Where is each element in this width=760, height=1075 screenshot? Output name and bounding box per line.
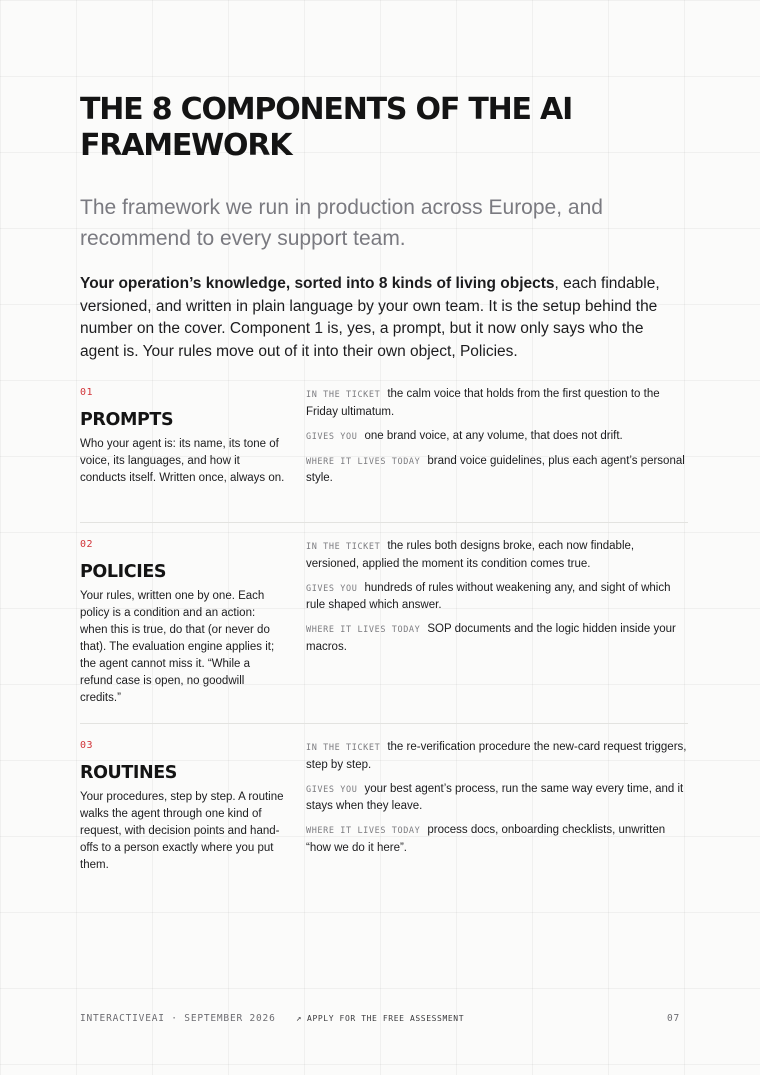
detail-row-lives (306, 621, 688, 655)
detail-tag: IN THE TICKET (306, 743, 381, 753)
component-name: PROMPTS (80, 410, 174, 430)
detail-text: your best agent’s process, run the same way every time, and it stays when they leave. (306, 782, 684, 812)
footer-brand: INTERACTIVEAI · SEPTEMBER 2026 (80, 1013, 276, 1024)
component-description: Your rules, written one by one. Each policy is a condition and an action: when this is true, do that (or never do that). The evaluation engine applies it; the agent cannot miss it. “While a refund case is open, no goodwill credits.” (80, 590, 275, 704)
cta-label: APPLY FOR THE FREE ASSESSMENT (307, 1014, 465, 1023)
arrow-up-right-icon: ↗ (296, 1014, 303, 1024)
detail-row-lives (306, 822, 688, 856)
detail-text: one brand voice, at any volume, that does not drift. (364, 429, 623, 442)
detail-text: process docs, onboarding checklists, unwritten “how we do it here”. (306, 824, 666, 854)
component-name: ROUTINES (80, 763, 178, 783)
detail-text: brand voice guidelines, plus each agent’s personal style. (306, 454, 685, 484)
detail-tag: IN THE TICKET (306, 390, 381, 400)
detail-row-ticket (306, 739, 688, 773)
intro-text: , each findable, versioned, and written in plain language by your own team. It is the setup behind the number on the cover. Component 1 is, yes, a prompt, but it now only says who the agent is. Your rules move out of it into their own object, Policies. (80, 275, 660, 360)
detail-row-ticket (306, 386, 688, 420)
component-number: 02 (80, 539, 94, 550)
page-title: THE 8 COMPONENTS OF THE AI FRAMEWORK (80, 92, 573, 163)
detail-row-gives (306, 428, 688, 446)
component-details (306, 386, 688, 494)
detail-text: SOP documents and the logic hidden inside your macros. (306, 623, 676, 653)
detail-text: the re-verification procedure the new-card request triggers, step by step. (306, 741, 687, 771)
component-name: POLICIES (80, 562, 167, 582)
component-number: 01 (80, 387, 94, 398)
component-number: 03 (80, 740, 94, 751)
detail-row-ticket (306, 538, 688, 572)
component-details (306, 739, 688, 864)
detail-tag: WHERE IT LIVES TODAY (306, 826, 421, 836)
component-summary (80, 386, 285, 487)
apply-assessment-link[interactable] (296, 1012, 464, 1026)
page-number: 07 (666, 1013, 680, 1024)
detail-row-gives (306, 781, 688, 815)
page-subtitle: The framework we run in production across Europe, and recommend to every support team. (80, 196, 603, 250)
detail-text: the calm voice that holds from the first question to the Friday ultimatum. (306, 388, 660, 418)
detail-text: hundreds of rules without weakening any, and sight of which rule shaped which answer. (306, 581, 671, 611)
component-details (306, 538, 688, 663)
detail-tag: GIVES YOU (306, 431, 358, 442)
detail-tag: WHERE IT LIVES TODAY (306, 456, 421, 467)
detail-text: the rules both designs broke, each now findable, versioned, applied the moment its condition comes true. (306, 540, 635, 570)
detail-row-lives (306, 453, 688, 487)
component-summary (80, 739, 285, 874)
component-summary (80, 538, 285, 707)
detail-row-gives (306, 580, 688, 614)
detail-tag: GIVES YOU (306, 583, 358, 594)
section-divider (80, 723, 688, 724)
section-divider (80, 522, 688, 523)
detail-tag: GIVES YOU (306, 784, 358, 795)
component-description: Who your agent is: its name, its tone of voice, its languages, and how it conducts itself. Written once, always on. (80, 438, 285, 484)
detail-tag: IN THE TICKET (306, 542, 381, 552)
component-description: Your procedures, step by step. A routine walks the agent through one kind of request, with decision points and hand-offs to a person exactly where you put them. (80, 791, 284, 871)
intro-paragraph (80, 273, 680, 363)
detail-tag: WHERE IT LIVES TODAY (306, 625, 421, 635)
page-footer (80, 1012, 680, 1026)
intro-bold: Your operation’s knowledge, sorted into 8 kinds of living objects (80, 275, 555, 292)
